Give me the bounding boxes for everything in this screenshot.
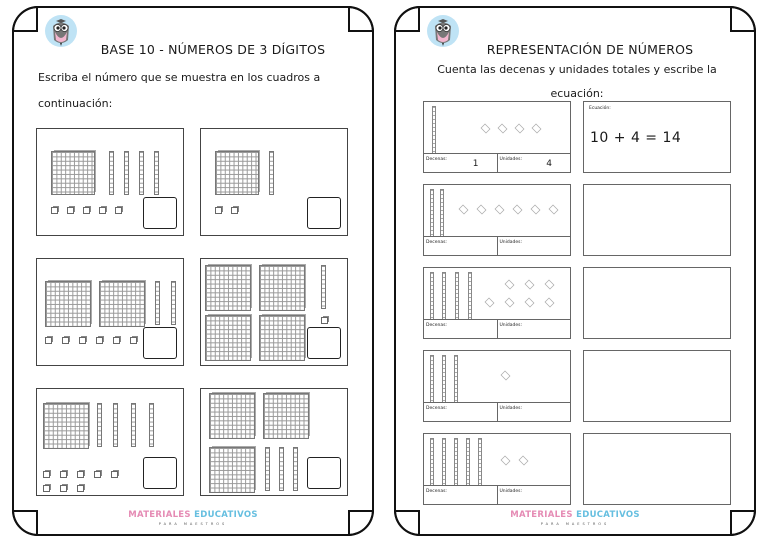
answer-box[interactable]	[307, 327, 341, 359]
ten-rod	[466, 438, 470, 486]
tens-field[interactable]: Decenas:	[426, 323, 447, 328]
worksheet-base10	[12, 6, 374, 536]
tens-field[interactable]: Decenas:	[426, 489, 447, 494]
unit-cube	[513, 205, 523, 215]
unit-cube	[549, 205, 559, 215]
hundred-flat	[209, 447, 255, 493]
unit-cube	[51, 207, 58, 214]
unit-cube	[505, 280, 515, 290]
exercise-box-6	[200, 388, 348, 496]
unit-cube	[215, 207, 222, 214]
unit-cube	[113, 337, 120, 344]
ten-rod	[293, 447, 298, 491]
hundred-flat	[259, 315, 305, 361]
ones-field[interactable]: Unidades: 4	[497, 154, 571, 172]
unit-cube	[45, 337, 52, 344]
equation-box-3[interactable]	[583, 267, 731, 339]
brand-logo: MATERIALES EDUCATIVOS	[510, 510, 640, 520]
ten-rod	[149, 403, 154, 447]
ten-rod	[321, 265, 326, 309]
page-title: REPRESENTACIÓN DE NÚMEROS	[486, 42, 694, 57]
answer-box[interactable]	[143, 457, 177, 489]
unit-cube	[115, 207, 122, 214]
exercise-box-5	[36, 388, 184, 496]
ten-rod	[279, 447, 284, 491]
count-row	[424, 485, 570, 504]
unit-cube	[515, 124, 525, 134]
count-row	[424, 236, 570, 255]
ten-rod	[440, 189, 444, 237]
page-title: BASE 10 - NÚMEROS DE 3 DÍGITOS	[100, 42, 326, 57]
hundred-flat	[51, 151, 95, 195]
answer-box[interactable]	[307, 457, 341, 489]
unit-cube	[545, 280, 555, 290]
unit-cube	[130, 337, 137, 344]
worksheet-representation	[394, 6, 756, 536]
equation-text: 10 + 4 = 14	[590, 130, 682, 146]
ten-rod	[430, 438, 434, 486]
equation-box-5[interactable]	[583, 433, 731, 505]
unit-cube	[231, 207, 238, 214]
corner-fold	[348, 6, 374, 32]
ten-rod	[269, 151, 274, 195]
ten-rod	[109, 151, 114, 195]
hundred-flat	[205, 315, 251, 361]
tens-field[interactable]: Decenas:	[426, 406, 447, 411]
unit-cube	[505, 298, 515, 308]
exercise-box-4	[200, 258, 348, 366]
corner-fold	[730, 6, 756, 32]
ten-rod	[430, 272, 434, 320]
ten-rod	[113, 403, 118, 447]
blocks-box-4	[423, 350, 571, 422]
ten-rod	[265, 447, 270, 491]
unit-cube	[62, 337, 69, 344]
hundred-flat	[259, 265, 305, 311]
unit-cube	[477, 205, 487, 215]
ten-rod	[454, 438, 458, 486]
ten-rod	[468, 272, 472, 320]
unit-cube	[43, 471, 50, 478]
blocks-box-3	[423, 267, 571, 339]
ones-field[interactable]: Unidades:	[497, 320, 571, 338]
count-row	[424, 402, 570, 421]
ten-rod	[430, 189, 434, 237]
equation-box-1[interactable]	[583, 101, 731, 173]
unit-cube	[495, 205, 505, 215]
ten-rod	[124, 151, 129, 195]
unit-cube	[96, 337, 103, 344]
ten-rod	[442, 438, 446, 486]
corner-fold	[12, 6, 38, 32]
equation-label: Ecuación:	[589, 106, 611, 111]
blocks-box-5	[423, 433, 571, 505]
count-row	[424, 153, 570, 172]
brand-tagline: PARA MAESTROS	[540, 522, 610, 526]
unit-cube	[99, 207, 106, 214]
equation-box-2[interactable]	[583, 184, 731, 256]
unit-cube	[60, 485, 67, 492]
hundred-flat	[263, 393, 309, 439]
unit-cube	[545, 298, 555, 308]
ones-field[interactable]: Unidades:	[497, 403, 571, 421]
exercise-box-2	[200, 128, 348, 236]
instruction-text: Cuenta las decenas y unidades totales y escribe la ecuación:	[437, 63, 717, 100]
hundred-flat	[215, 151, 259, 195]
unit-cube	[519, 456, 529, 466]
count-row	[424, 319, 570, 338]
exercise-box-1	[36, 128, 184, 236]
unit-cube	[94, 471, 101, 478]
unit-cube	[321, 317, 328, 324]
ten-rod	[171, 281, 176, 325]
unit-cube	[459, 205, 469, 215]
brand-logo: MATERIALES EDUCATIVOS	[128, 510, 258, 520]
unit-cube	[43, 485, 50, 492]
ten-rod	[131, 403, 136, 447]
ten-rod	[432, 106, 436, 154]
blocks-box-2	[423, 184, 571, 256]
unit-cube	[481, 124, 491, 134]
exercise-box-3	[36, 258, 184, 366]
ten-rod	[155, 281, 160, 325]
unit-cube	[501, 456, 511, 466]
hundred-flat	[205, 265, 251, 311]
unit-cube	[77, 471, 84, 478]
tens-field[interactable]: Decenas: 1	[426, 157, 479, 169]
corner-fold	[394, 6, 420, 32]
hundred-flat	[209, 393, 255, 439]
ten-rod	[430, 355, 434, 403]
brand-tagline: PARA MAESTROS	[158, 522, 228, 526]
answer-box[interactable]	[307, 197, 341, 229]
unit-cube	[60, 471, 67, 478]
hundred-flat	[45, 281, 91, 327]
ten-rod	[455, 272, 459, 320]
ten-rod	[442, 355, 446, 403]
unit-cube	[83, 207, 90, 214]
answer-box[interactable]	[143, 197, 177, 229]
ones-field[interactable]: Unidades:	[497, 486, 571, 504]
ten-rod	[97, 403, 102, 447]
unit-cube	[525, 280, 535, 290]
ten-rod	[442, 272, 446, 320]
instruction-text: Escriba el número que se muestra en los cuadros a continuación:	[38, 71, 321, 110]
ones-field[interactable]: Unidades:	[497, 237, 571, 255]
unit-cube	[525, 298, 535, 308]
unit-cube	[67, 207, 74, 214]
ten-rod	[454, 355, 458, 403]
unit-cube	[79, 337, 86, 344]
hundred-flat	[43, 403, 89, 449]
blocks-box-1	[423, 101, 571, 173]
answer-box[interactable]	[143, 327, 177, 359]
tens-field[interactable]: Decenas:	[426, 240, 447, 245]
unit-cube	[77, 485, 84, 492]
unit-cube	[498, 124, 508, 134]
unit-cube	[485, 298, 495, 308]
ten-rod	[154, 151, 159, 195]
unit-cube	[531, 205, 541, 215]
equation-box-4[interactable]	[583, 350, 731, 422]
ten-rod	[478, 438, 482, 486]
unit-cube	[501, 371, 511, 381]
unit-cube	[532, 124, 542, 134]
hundred-flat	[99, 281, 145, 327]
ten-rod	[139, 151, 144, 195]
unit-cube	[111, 471, 118, 478]
